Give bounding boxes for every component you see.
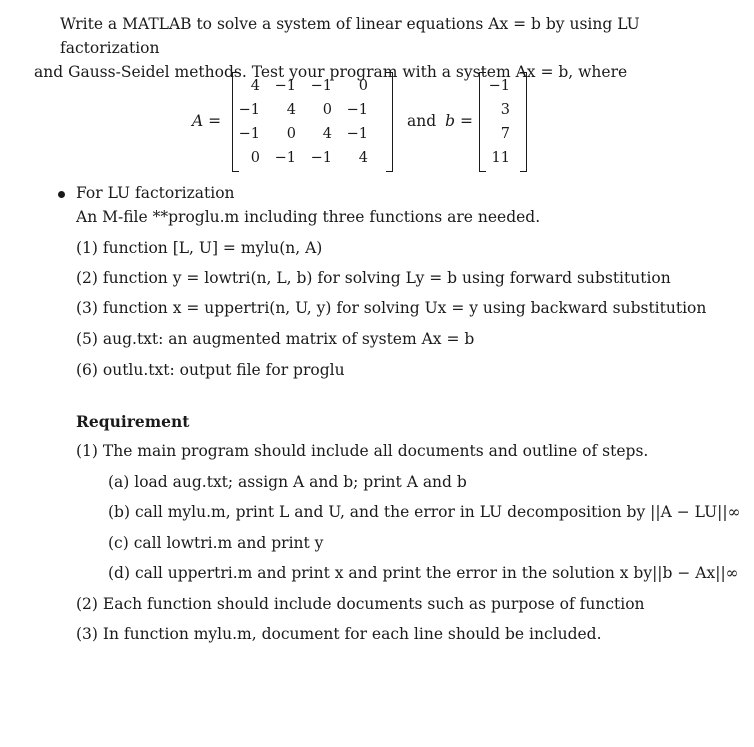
lu-item-3: (3) function x = uppertri(n, U, y) for solving Ux = y using backward substitution [76, 299, 707, 317]
lu-item-2: (2) function y = lowtri(n, L, b) for solving Ly = b using forward substitution [76, 269, 671, 287]
intro-line-2: and Gauss-Seidel methods. Test your program with a system Ax = b, where [34, 63, 628, 81]
requirement-sub-a: (a) load aug.txt; assign A and b; print A and b [108, 473, 467, 491]
matrix-a-cell: −1 [238, 126, 260, 142]
vector-b-left-bracket [479, 72, 486, 172]
matrix-a-cell: −1 [274, 150, 296, 166]
vector-b-cell: −1 [488, 78, 510, 94]
matrix-a-right-bracket [386, 72, 393, 172]
matrix-a-cell: 0 [358, 78, 368, 94]
matrix-a-cell: −1 [274, 78, 296, 94]
requirement-item-1: (1) The main program should include all documents and outline of steps. [76, 442, 649, 460]
matrix-a-cell: 0 [286, 126, 296, 142]
vector-b-cell: 3 [500, 102, 510, 118]
lu-bullet-heading: For LU factorization [76, 184, 235, 202]
requirement-sub-b: (b) call mylu.m, print L and U, and the error in LU decomposition by ||A − LU||∞ [108, 503, 741, 521]
equation-block [0, 72, 754, 172]
matrix-a-cell: 4 [286, 102, 296, 118]
matrix-a-cell: −1 [238, 102, 260, 118]
matrix-a-cell: 0 [322, 102, 332, 118]
matrix-a-cell: 4 [322, 126, 332, 142]
matrix-a-cell: −1 [346, 126, 368, 142]
vector-b [486, 74, 516, 170]
matrix-a-cell: 4 [358, 150, 368, 166]
requirement-item-2: (2) Each function should include documents such as purpose of function [76, 595, 645, 613]
matrix-a-cell: −1 [310, 78, 332, 94]
lu-item-5: (5) aug.txt: an augmented matrix of system Ax = b [76, 330, 475, 348]
requirement-sub-c: (c) call lowtri.m and print y [108, 534, 324, 552]
vector-b-right-bracket [520, 72, 527, 172]
lu-intro: An M-file **proglu.m including three functions are needed. [76, 208, 541, 226]
matrix-a-cell: 0 [250, 150, 260, 166]
intro-line-1: Write a MATLAB to solve a system of linear equations Ax = b by using LU factorization [60, 15, 640, 57]
and-b-label [407, 112, 473, 130]
requirement-sub-d: (d) call uppertri.m and print x and print the error in the solution x by||b − Ax||∞ [108, 564, 739, 582]
vector-b-cell: 7 [500, 126, 510, 142]
bullet-icon [58, 191, 65, 198]
lu-item-1: (1) function [L, U] = mylu(n, A) [76, 239, 323, 257]
matrix-a-cell: −1 [310, 150, 332, 166]
and-text: and [407, 112, 437, 130]
lu-item-6: (6) outlu.txt: output file for proglu [76, 361, 345, 379]
requirement-item-3: (3) In function mylu.m, document for each line should be included. [76, 625, 602, 643]
matrix-a-label: A = [192, 112, 222, 130]
matrix-a [238, 74, 374, 170]
vector-b-label: b = [445, 112, 473, 130]
vector-b-cell: 11 [491, 150, 510, 166]
matrix-a-cell: −1 [346, 102, 368, 118]
requirement-heading: Requirement [76, 412, 190, 431]
matrix-a-cell: 4 [250, 78, 260, 94]
